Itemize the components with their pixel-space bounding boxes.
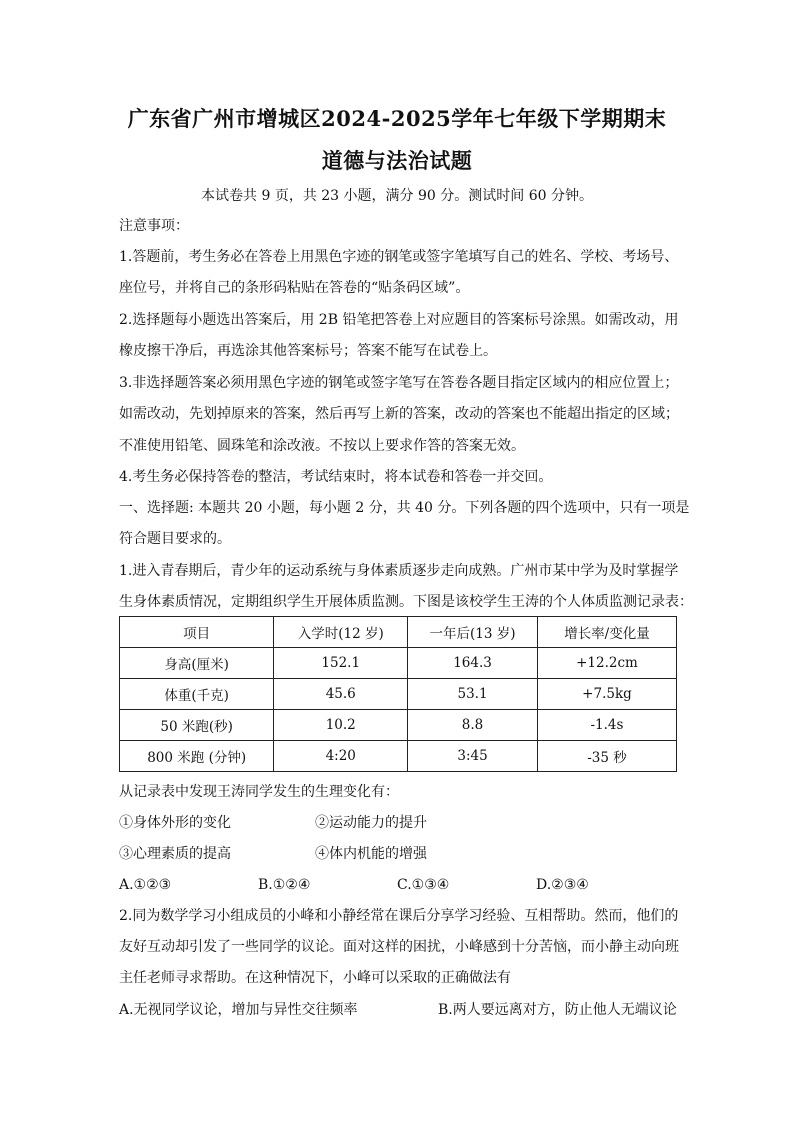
table-cell: 50 米跑(秒): [120, 710, 274, 741]
section-heading: 一、选择题: 本题共 20 小题，每小题 2 分，共 40 分。下列各题的四个选项中，只有一项是: [119, 500, 690, 516]
exam-info: 本试卷共 9 页，共 23 小题，满分 90 分。测试时间 60 分钟。: [201, 188, 593, 204]
notice-line: 2.选择题每小题选出答案后，用 2B 铅笔把答卷上对应题目的答案标号涂黑。如需改动，用: [119, 312, 679, 328]
q1-item: ③心理素质的提高: [119, 846, 231, 862]
q1-option-c: C.①③④: [397, 877, 450, 893]
exam-title: 广东省广州市增城区2024-2025学年七年级下学期期末: [127, 106, 667, 131]
table-header-row: [120, 617, 677, 648]
notice-line: 3.非选择题答案必须用黑色字迹的钢笔或签字笔写在答卷各题目指定区域内的相应位置上；: [119, 375, 679, 391]
notice-line: 1.答题前，考生务必在答卷上用黑色字迹的钢笔或签字笔填写自己的姓名、学校、考场号、: [119, 249, 679, 265]
table-cell: 身高(厘米): [120, 648, 274, 679]
table-cell: 10.2: [274, 710, 408, 741]
exam-subject-title: 道德与法治试题: [321, 148, 473, 173]
question-1-stem: 1.进入青春期后，青少年的运动系统与身体素质逐步走向成熟。广州市某中学为及时掌握学: [119, 563, 679, 579]
notice-heading: 注意事项：: [119, 218, 189, 234]
table-cell: 152.1: [274, 648, 408, 679]
question-1-stem: 生身体素质情况，定期组织学生开展体质监测。下图是该校学生王涛的个人体质监测记录表：: [119, 594, 693, 610]
notice-line: 座位号，并将自己的条形码粘贴在答卷的“贴条码区域”。: [119, 280, 470, 296]
notice-line: 4.考生务必保持答卷的整洁，考试结束时，将本试卷和答卷一并交回。: [119, 469, 553, 485]
table-cell: 164.3: [408, 648, 538, 679]
table-row: [120, 648, 677, 679]
table-cell: 3:45: [408, 741, 538, 772]
notice-line: 不准使用铅笔、圆珠笔和涂改液。不按以上要求作答的答案无效。: [119, 438, 525, 454]
q1-option-a: A.①②③: [119, 877, 172, 893]
table-cell: 45.6: [274, 679, 408, 710]
table-row: [120, 741, 677, 772]
notice-line: 如需改动，先划掉原来的答案，然后再写上新的答案，改动的答案也不能超出指定的区域；: [119, 406, 679, 422]
question-1-prompt: 从记录表中发现王涛同学发生的生理变化有：: [119, 784, 399, 800]
question-2-stem: 友好互动却引发了一些同学的议论。面对这样的困扰，小峰感到十分苦恼，而小静主动向班: [119, 939, 679, 955]
table-header-cell: 项目: [120, 617, 274, 648]
question-2-stem: 2.同为数学学习小组成员的小峰和小静经常在课后分享学习经验、互相帮助。然而，他们的: [119, 908, 679, 924]
table-cell: 8.8: [408, 710, 538, 741]
q1-item: ②运动能力的提升: [315, 815, 427, 831]
fitness-record-table: [119, 616, 677, 772]
table-cell: -35 秒: [537, 741, 676, 772]
table-cell: -1.4s: [537, 710, 676, 741]
table-header-cell: 增长率/变化量: [537, 617, 676, 648]
q2-option-b: B.两人要远离对方，防止他人无端议论: [438, 1002, 677, 1018]
table-cell: +12.2cm: [537, 648, 676, 679]
q1-option-d: D.②③④: [536, 877, 589, 893]
table-cell: 800 米跑 (分钟): [120, 741, 274, 772]
table-cell: +7.5kg: [537, 679, 676, 710]
table-cell: 体重(千克): [120, 679, 274, 710]
table-row: [120, 679, 677, 710]
q1-item: ④体内机能的增强: [315, 846, 427, 862]
q1-item: ①身体外形的变化: [119, 815, 231, 831]
table-header-cell: 一年后(13 岁): [408, 617, 538, 648]
q2-option-a: A.无视同学议论，增加与异性交往频率: [119, 1002, 358, 1018]
table-cell: 53.1: [408, 679, 538, 710]
section-heading-cont: 符合题目要求的。: [119, 531, 231, 547]
table-row: [120, 710, 677, 741]
q1-option-b: B.①②④: [258, 877, 311, 893]
table-header-cell: 入学时(12 岁): [274, 617, 408, 648]
notice-line: 橡皮擦干净后，再选涂其他答案标号；答案不能写在试卷上。: [119, 343, 497, 359]
question-2-stem: 主任老师寻求帮助。在这种情况下，小峰可以采取的正确做法有: [119, 970, 511, 986]
table-cell: 4:20: [274, 741, 408, 772]
